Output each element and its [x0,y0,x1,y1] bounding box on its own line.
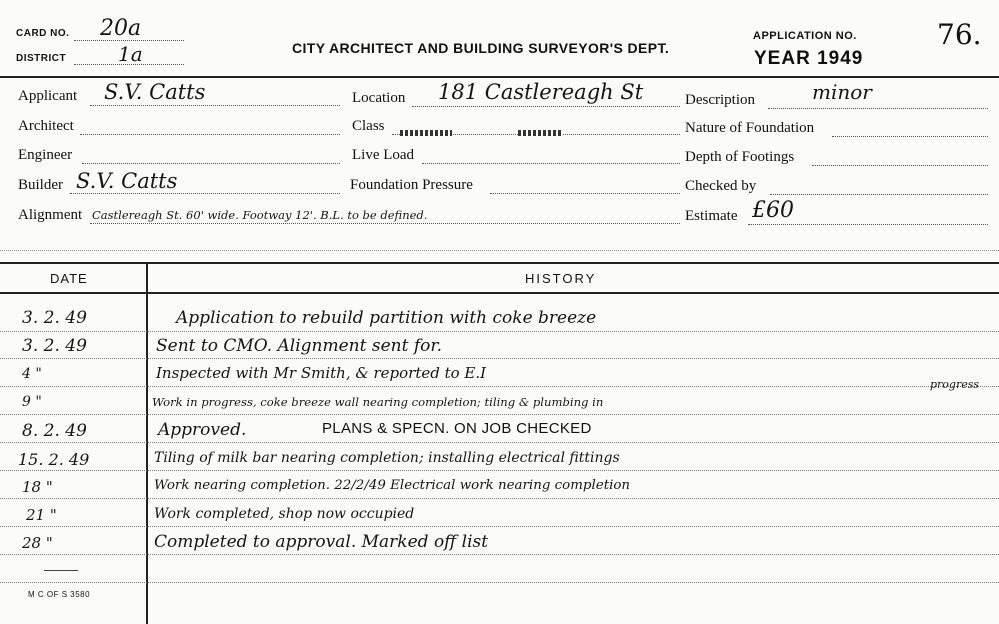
field-block-bottom-dots [0,250,999,251]
checked-by-label: Checked by [685,178,757,194]
applicant-value: S.V. Catts [104,80,206,104]
history-top-rule [0,262,999,264]
description-value: minor [812,80,872,104]
location-value: 181 Castlereagh St [438,80,644,104]
history-date: 15. 2. 49 [18,450,90,469]
foundation-pressure-label: Foundation Pressure [350,177,473,193]
history-date: 8. 2. 49 [22,421,87,441]
history-header-rule [0,292,999,294]
engineer-label: Engineer [18,147,73,163]
alignment-value: Castlereagh St. 60' wide. Footway 12'. B.L. to be defined. [92,208,428,222]
history-date: 3. 2. 49 [22,308,87,328]
header-divider [0,76,999,78]
district-value: 1a [118,42,143,66]
builder-value: S.V. Catts [76,169,178,193]
dept-title: CITY ARCHITECT AND BUILDING SURVEYOR'S DEPT. [292,40,670,56]
card-no-value: 20a [100,16,142,41]
history-column-header: HISTORY [525,271,597,286]
application-no-label: APPLICATION NO. [753,30,857,42]
application-no-value: 76. [937,18,982,51]
history-entry: Work nearing completion. 22/2/49 Electrical work nearing completion [154,478,631,493]
history-entry: Approved. [158,420,247,440]
alignment-label: Alignment [18,207,83,223]
history-entry: Sent to CMO. Alignment sent for. [156,336,443,356]
history-entry: Completed to approval. Marked off list [154,532,489,552]
history-date: 4 " [22,366,42,382]
estimate-value: £60 [752,198,794,223]
history-date: 3. 2. 49 [22,336,87,356]
depth-of-footings-label: Depth of Footings [685,149,795,165]
checked-stamp: PLANS & SPECN. ON JOB CHECKED [322,420,592,437]
description-label: Description [685,92,755,108]
builder-label: Builder [18,177,63,193]
form-code: M C OF S 3580 [28,590,91,599]
history-entry: Inspected with Mr Smith, & reported to E.I [156,364,487,382]
architect-label: Architect [18,118,74,134]
date-column-rule [146,262,148,624]
year-label: YEAR 1949 [754,48,864,69]
history-date: 9 " [22,394,42,410]
district-label: DISTRICT [16,53,67,64]
location-label: Location [352,90,406,106]
history-date: 28 " [22,534,53,552]
history-entry: Application to rebuild partition with coke breeze [176,308,597,328]
footer-dash [44,570,78,571]
class-redaction-mark [400,130,452,136]
progress-note: progress [930,378,980,391]
history-entry: Tiling of milk bar nearing completion; installing electrical fittings [154,450,620,466]
applicant-label: Applicant [18,88,78,104]
date-column-header: DATE [50,271,88,286]
class-redaction-mark [518,130,562,136]
nature-of-foundation-label: Nature of Foundation [685,120,815,136]
history-entry: Work completed, shop now occupied [154,506,415,522]
history-date: 18 " [22,478,53,496]
estimate-label: Estimate [685,208,738,224]
live-load-label: Live Load [352,147,415,163]
card-no-label: CARD NO. [16,28,70,39]
history-entry: Work in progress, coke breeze wall nearing completion; tiling & plumbing in [152,395,604,409]
class-label: Class [352,118,385,134]
history-date: 21 " [26,506,57,524]
